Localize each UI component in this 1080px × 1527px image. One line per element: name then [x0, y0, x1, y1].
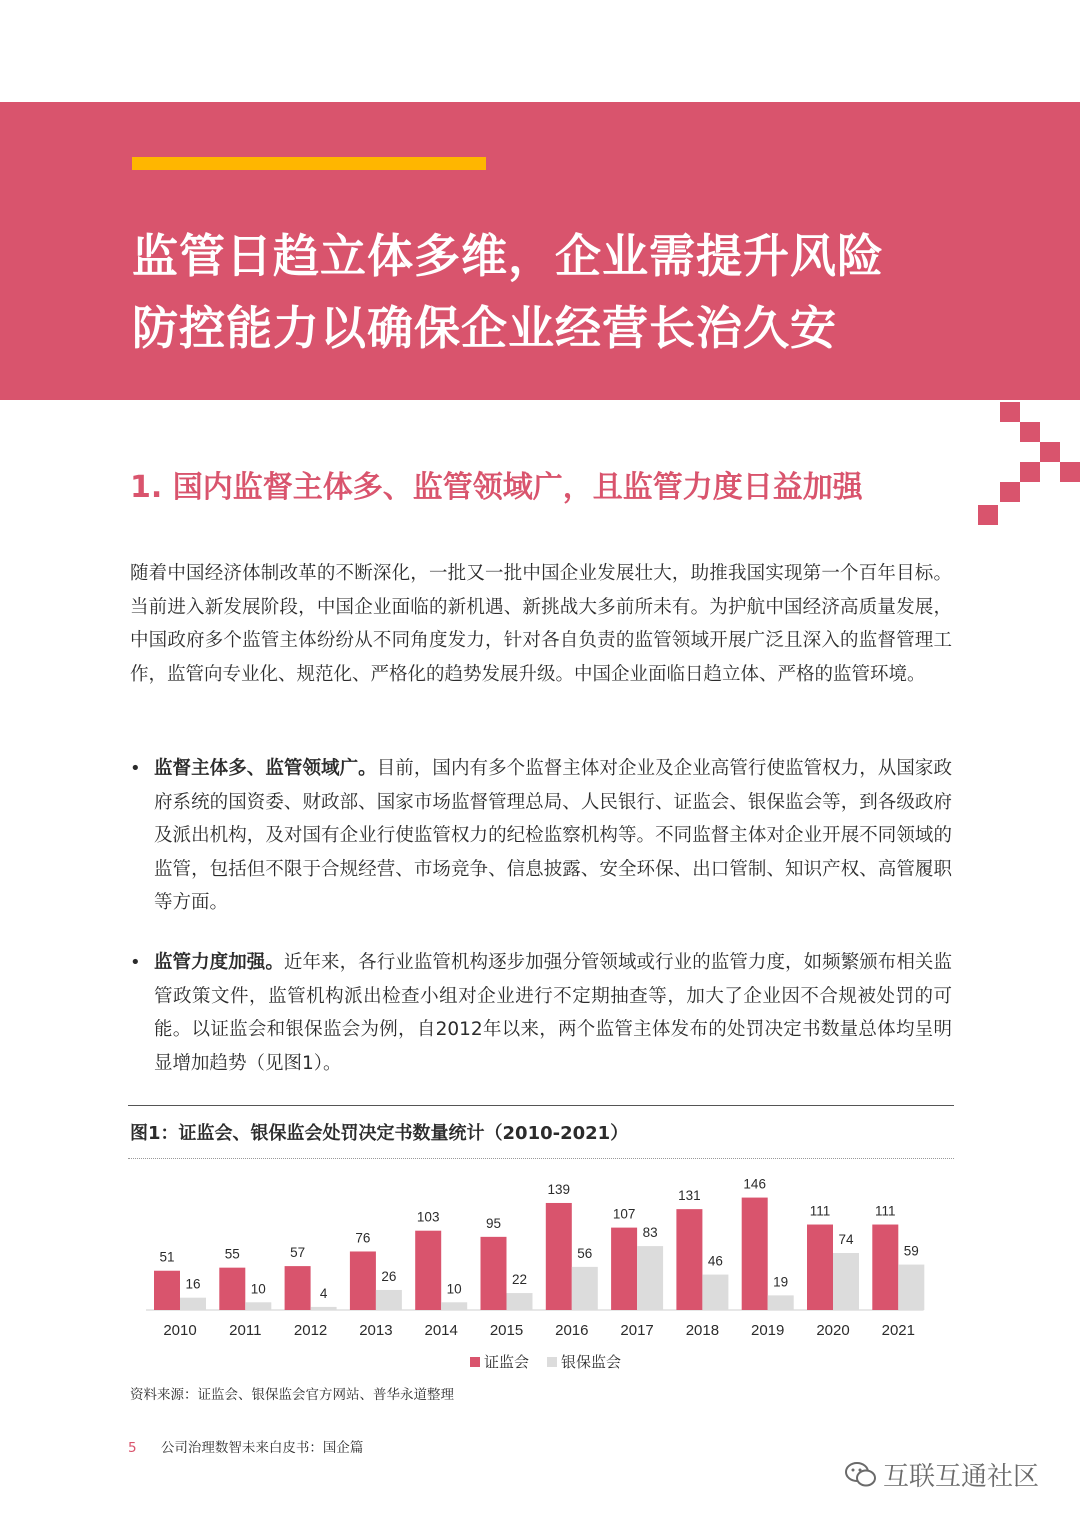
- page-footer: [128, 1436, 363, 1456]
- data-label: 59: [903, 1243, 919, 1259]
- data-label: 55: [224, 1246, 240, 1262]
- bar-cbirc: [702, 1275, 728, 1310]
- page-title: [132, 220, 992, 364]
- bar-csrc: [676, 1209, 702, 1310]
- bar-csrc: [611, 1228, 637, 1310]
- bullet-text: 目前，国内有多个监督主体对企业及企业高管行使监管权力，从国家政府系统的国资委、财政部、国家市场监督管理总局、人民银行、证监会、银保监会等，到各级政府及派出机构，及对国有企业行使监管权力的纪检监察机构等。不同监督主体对企业开展不同领域的监管，包括但不限于合规经营、市场竞争、信息披露、安全环保、出口管制、知识产权、高管履职等方面。: [154, 758, 952, 913]
- data-label: 139: [547, 1181, 571, 1197]
- bar-cbirc: [507, 1293, 533, 1310]
- data-label: 10: [250, 1281, 266, 1297]
- bar-chart-svg: [128, 1170, 948, 1350]
- bar-cbirc: [180, 1298, 206, 1310]
- page-title-line-1: 监管日趋立体多维，企业需提升风险: [132, 229, 884, 283]
- data-label: 74: [838, 1232, 854, 1248]
- data-label: 76: [355, 1230, 371, 1246]
- page-title-line-2: 防控能力以确保企业经营长治久安: [132, 301, 837, 355]
- data-label: 95: [485, 1215, 502, 1231]
- bar-csrc: [350, 1251, 376, 1310]
- bar-csrc: [219, 1268, 245, 1310]
- x-tick-label: 2010: [163, 1322, 197, 1339]
- bullet-dot: •: [130, 952, 141, 973]
- data-label: 111: [809, 1203, 831, 1219]
- bar-cbirc: [768, 1295, 794, 1310]
- x-tick-label: 2018: [685, 1322, 720, 1339]
- data-label: 111: [875, 1203, 896, 1219]
- legend-label: 银保监会: [561, 1353, 622, 1371]
- chart-legend: [470, 1352, 631, 1372]
- data-label: 146: [743, 1176, 766, 1192]
- bar-cbirc: [376, 1290, 402, 1310]
- figure-top-rule: [128, 1105, 954, 1106]
- x-tick-label: 2019: [751, 1322, 785, 1339]
- data-label: 4: [319, 1285, 328, 1301]
- bullet-item: [130, 946, 952, 1080]
- bar-cbirc: [833, 1253, 859, 1310]
- legend-swatch: [547, 1357, 557, 1367]
- data-label: 10: [446, 1281, 462, 1297]
- legend-label: 证监会: [484, 1353, 530, 1371]
- watermark: [845, 1456, 1039, 1493]
- bar-csrc: [807, 1225, 833, 1310]
- legend-item: [547, 1352, 621, 1372]
- bullet-text: 近年来，各行业监管机构逐步加强分管领域或行业的监管力度，如频繁颁布相关监管政策文件，监管机构派出检查小组对企业进行不定期抽查等，加大了企业因不合规被处罚的可能。以证监会和银保监会为例，自2012年以来，两个监管主体发布的处罚决定书数量总体均呈明显增加趋势（见图1）。: [154, 952, 952, 1074]
- x-tick-label: 2014: [424, 1322, 458, 1339]
- data-label: 22: [511, 1272, 528, 1288]
- figure-source: 资料来源：证监会、银保监会官方网站、普华永道整理: [130, 1387, 454, 1403]
- data-label: 26: [381, 1268, 397, 1284]
- bar-cbirc: [898, 1265, 924, 1310]
- watermark-text: 互联互通社区: [883, 1462, 1040, 1492]
- data-label: 83: [642, 1225, 658, 1241]
- data-label: 16: [185, 1276, 201, 1292]
- x-tick-label: 2013: [359, 1322, 393, 1339]
- bar-cbirc: [441, 1302, 467, 1310]
- x-tick-label: 2012: [293, 1322, 328, 1339]
- bar-cbirc: [572, 1267, 598, 1310]
- bullet-dot: •: [130, 758, 141, 779]
- x-tick-label: 2015: [489, 1322, 524, 1339]
- legend-swatch: [470, 1357, 480, 1367]
- intro-paragraph: 随着中国经济体制改革的不断深化，一批又一批中国企业发展壮大，助推我国实现第一个百年目标。当前进入新发展阶段，中国企业面临的新机遇、新挑战大多前所未有。为护航中国经济高质量发展，中国政府多个监管主体纷纷从不同角度发力，针对各自负责的监管领域开展广泛且深入的监督管理工作，监管向专业化、规范化、严格化的趋势发展升级。中国企业面临日趋立体、严格的监管环境。: [130, 563, 952, 685]
- bar-cbirc: [637, 1246, 663, 1310]
- bar-chart: [128, 1170, 948, 1354]
- bar-csrc: [285, 1266, 311, 1310]
- data-label: 57: [290, 1245, 306, 1261]
- x-tick-label: 2017: [620, 1322, 654, 1339]
- x-tick-label: 2021: [881, 1322, 915, 1339]
- figure-title: 图1：证监会、银保监会处罚决定书数量统计（2010-2021）: [130, 1123, 629, 1144]
- data-label: 19: [773, 1274, 789, 1290]
- bar-csrc: [546, 1203, 572, 1310]
- data-label: 46: [707, 1253, 723, 1269]
- x-tick-label: 2016: [555, 1322, 589, 1339]
- bar-csrc: [154, 1271, 180, 1310]
- x-tick-label: 2020: [816, 1322, 850, 1339]
- bar-csrc: [742, 1198, 768, 1310]
- bullet-item: [130, 752, 952, 920]
- accent-bar: [132, 157, 486, 170]
- bar-csrc: [872, 1225, 898, 1310]
- data-label: 131: [678, 1188, 701, 1204]
- legend-item: [470, 1352, 529, 1372]
- bullet-lead: 监管力度加强。: [154, 952, 284, 973]
- data-label: 107: [612, 1206, 636, 1222]
- bar-cbirc: [311, 1307, 337, 1310]
- data-label: 51: [159, 1249, 175, 1265]
- document-title: 公司治理数智未来白皮书：国企篇: [160, 1440, 364, 1456]
- wechat-icon: [845, 1462, 877, 1488]
- bar-csrc: [415, 1231, 441, 1310]
- bar-cbirc: [245, 1302, 271, 1310]
- section-heading: 1. 国内监督主体多、监管领域广，且监管力度日益加强: [130, 470, 863, 505]
- bar-csrc: [481, 1237, 507, 1310]
- data-label: 103: [416, 1209, 440, 1225]
- bullet-lead: 监督主体多、监管领域广。: [154, 758, 377, 779]
- x-tick-label: 2011: [229, 1322, 262, 1339]
- data-label: 56: [577, 1245, 593, 1261]
- title-banner: [0, 102, 1080, 400]
- figure-dotted-rule: [128, 1158, 954, 1159]
- page-number: 5: [128, 1440, 137, 1456]
